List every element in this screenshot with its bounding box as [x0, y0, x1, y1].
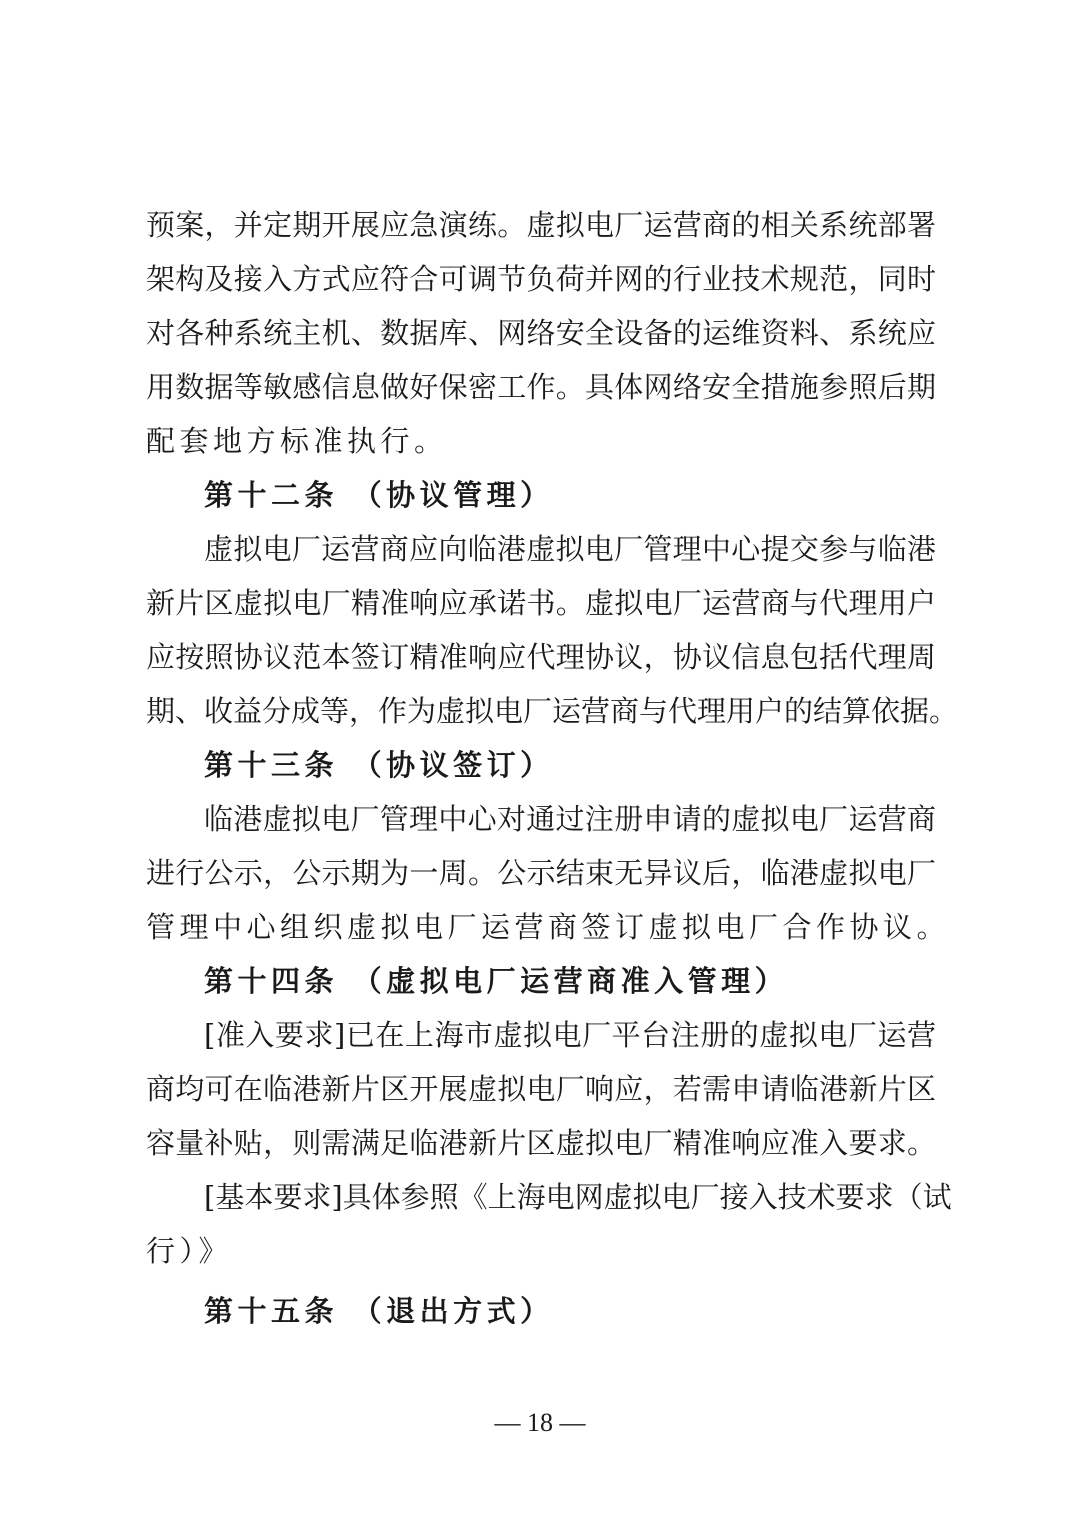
- article-14-heading: 第十四条 （虚拟电厂运营商准入管理）: [204, 964, 789, 998]
- body-line: 新片区虚拟电厂精准响应承诺书。虚拟电厂运营商与代理用户: [146, 586, 936, 620]
- body-line: 架构及接入方式应符合可调节负荷并网的行业技术规范，同时: [146, 262, 936, 296]
- article-12-heading: 第十二条 （协议管理）: [204, 478, 554, 512]
- article-13-heading: 第十三条 （协议签订）: [204, 748, 554, 782]
- body-line: 对各种系统主机、数据库、网络安全设备的运维资料、系统应: [146, 316, 936, 350]
- page-number: — 18 —: [494, 1408, 586, 1437]
- body-line: 配套地方标准执行。: [146, 424, 448, 458]
- body-line: 临港虚拟电厂管理中心对通过注册申请的虚拟电厂运营商: [204, 802, 936, 836]
- body-line: 商均可在临港新片区开展虚拟电厂响应，若需申请临港新片区: [146, 1072, 936, 1106]
- body-line: 虚拟电厂运营商应向临港虚拟电厂管理中心提交参与临港: [204, 532, 936, 566]
- body-line: 进行公示，公示期为一周。公示结束无异议后，临港虚拟电厂: [146, 856, 936, 890]
- body-line: [基本要求]具体参照《上海电网虚拟电厂接入技术要求（试: [204, 1180, 952, 1214]
- body-line: 用数据等敏感信息做好保密工作。具体网络安全措施参照后期: [146, 370, 936, 404]
- article-15-heading: 第十五条 （退出方式）: [204, 1294, 554, 1328]
- body-line: 预案，并定期开展应急演练。虚拟电厂运营商的相关系统部署: [146, 208, 936, 242]
- body-line: [准入要求]已在上海市虚拟电厂平台注册的虚拟电厂运营: [204, 1018, 936, 1052]
- body-line: 容量补贴，则需满足临港新片区虚拟电厂精准响应准入要求。: [146, 1126, 936, 1160]
- body-line: 应按照协议范本签订精准响应代理协议，协议信息包括代理周: [146, 640, 936, 674]
- body-line: 行）》: [146, 1234, 233, 1268]
- body-line: 管理中心组织虚拟电厂运营商签订虚拟电厂合作协议。: [146, 910, 951, 944]
- body-line: 期、收益分成等，作为虚拟电厂运营商与代理用户的结算依据。: [146, 694, 959, 728]
